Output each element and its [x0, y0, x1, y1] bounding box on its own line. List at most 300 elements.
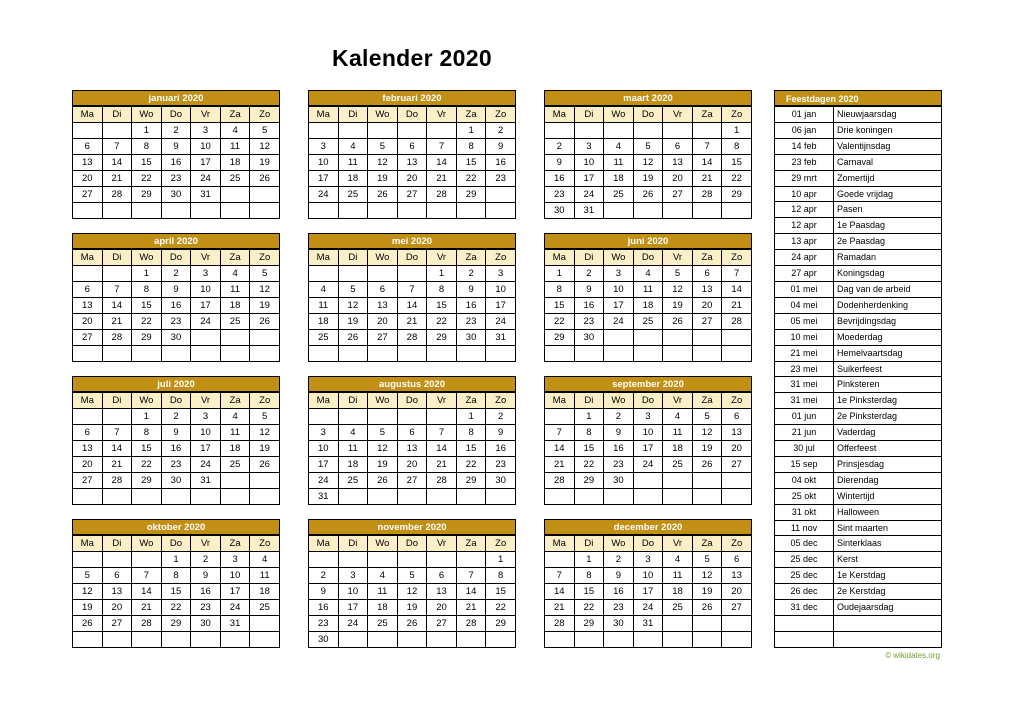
day-cell: 7	[545, 425, 575, 441]
day-cell: 28	[545, 473, 575, 489]
day-cell	[692, 203, 722, 219]
day-cell	[338, 409, 368, 425]
day-cell: 5	[397, 568, 427, 584]
day-cell	[663, 616, 693, 632]
day-cell: 10	[191, 282, 221, 298]
day-cell: 15	[486, 584, 516, 600]
holiday-date: 24 apr	[775, 250, 834, 266]
holiday-row	[775, 441, 942, 457]
day-cell: 26	[633, 187, 663, 203]
month-table	[72, 249, 280, 362]
day-cell: 7	[722, 266, 752, 282]
day-cell: 13	[397, 441, 427, 457]
day-cell: 1	[427, 266, 457, 282]
day-cell: 20	[722, 584, 752, 600]
day-cell	[722, 489, 752, 505]
day-cell: 20	[73, 457, 103, 473]
day-cell: 22	[132, 314, 162, 330]
day-cell: 14	[456, 584, 486, 600]
day-cell	[73, 203, 103, 219]
day-cell: 13	[663, 155, 693, 171]
day-cell: 13	[368, 298, 398, 314]
day-cell: 27	[692, 314, 722, 330]
day-cell: 27	[397, 473, 427, 489]
day-cell: 17	[338, 600, 368, 616]
day-cell: 22	[486, 600, 516, 616]
week-row	[73, 600, 280, 616]
weekday-header: Ma	[73, 536, 103, 552]
weekday-header: Di	[338, 250, 368, 266]
month-table	[308, 535, 516, 648]
holiday-date: 25 dec	[775, 568, 834, 584]
weekday-header: Wo	[604, 536, 634, 552]
week-row	[545, 187, 752, 203]
day-cell: 8	[161, 568, 191, 584]
day-cell	[397, 123, 427, 139]
day-cell	[722, 203, 752, 219]
day-cell: 15	[456, 155, 486, 171]
holiday-row	[775, 329, 942, 345]
day-cell	[191, 330, 221, 346]
weekday-header: Zo	[722, 393, 752, 409]
day-cell	[427, 489, 457, 505]
day-cell: 27	[397, 187, 427, 203]
day-cell: 31	[191, 187, 221, 203]
day-cell: 5	[368, 139, 398, 155]
day-cell: 15	[161, 584, 191, 600]
day-cell: 13	[722, 568, 752, 584]
day-cell: 9	[604, 568, 634, 584]
day-cell: 19	[692, 441, 722, 457]
weekday-header: Vr	[427, 536, 457, 552]
day-cell: 19	[368, 171, 398, 187]
weekday-header: Wo	[368, 250, 398, 266]
day-cell: 2	[604, 552, 634, 568]
weekday-header-row	[309, 393, 516, 409]
day-cell	[102, 123, 132, 139]
day-cell: 1	[456, 409, 486, 425]
day-cell: 28	[102, 473, 132, 489]
day-cell: 25	[220, 314, 250, 330]
holiday-row	[775, 297, 942, 313]
day-cell: 27	[102, 616, 132, 632]
day-cell: 21	[722, 298, 752, 314]
holiday-name: 1e Paasdag	[834, 218, 942, 234]
holiday-row	[775, 234, 942, 250]
month-title: september 2020	[544, 376, 752, 392]
day-cell: 30	[161, 330, 191, 346]
day-cell: 6	[102, 568, 132, 584]
day-cell	[397, 552, 427, 568]
week-row	[545, 298, 752, 314]
day-cell: 25	[604, 187, 634, 203]
week-row	[73, 266, 280, 282]
day-cell: 4	[338, 425, 368, 441]
day-cell: 5	[250, 266, 280, 282]
day-cell: 25	[250, 600, 280, 616]
day-cell: 23	[309, 616, 339, 632]
day-cell: 24	[338, 616, 368, 632]
day-cell: 18	[220, 298, 250, 314]
holiday-name: Nieuwjaarsdag	[834, 107, 942, 123]
day-cell: 23	[574, 314, 604, 330]
weekday-header: Do	[633, 250, 663, 266]
day-cell: 1	[722, 123, 752, 139]
holiday-date: 04 okt	[775, 472, 834, 488]
day-cell: 2	[486, 409, 516, 425]
day-cell: 13	[73, 155, 103, 171]
day-cell	[545, 123, 575, 139]
day-cell	[397, 632, 427, 648]
day-cell: 19	[633, 171, 663, 187]
weekday-header-row	[309, 107, 516, 123]
day-cell	[604, 489, 634, 505]
day-cell	[250, 187, 280, 203]
day-cell: 6	[73, 139, 103, 155]
day-cell: 22	[132, 457, 162, 473]
weekday-header: Za	[692, 393, 722, 409]
weekday-header: Zo	[722, 107, 752, 123]
day-cell: 31	[574, 203, 604, 219]
day-cell	[73, 489, 103, 505]
holiday-row	[775, 122, 942, 138]
day-cell	[309, 346, 339, 362]
week-row	[73, 139, 280, 155]
day-cell: 24	[191, 171, 221, 187]
weekday-header-row	[73, 393, 280, 409]
holiday-name: Moederdag	[834, 329, 942, 345]
day-cell: 2	[309, 568, 339, 584]
day-cell: 22	[456, 457, 486, 473]
week-row	[309, 203, 516, 219]
holiday-row	[775, 409, 942, 425]
month-table	[72, 392, 280, 505]
day-cell: 12	[250, 139, 280, 155]
weekday-header: Za	[220, 107, 250, 123]
day-cell	[574, 489, 604, 505]
day-cell: 17	[574, 171, 604, 187]
day-cell: 3	[309, 425, 339, 441]
day-cell: 4	[368, 568, 398, 584]
day-cell: 1	[132, 266, 162, 282]
weekday-header: Do	[161, 250, 191, 266]
day-cell: 18	[220, 155, 250, 171]
day-cell: 14	[427, 441, 457, 457]
day-cell: 17	[191, 155, 221, 171]
day-cell	[545, 409, 575, 425]
day-cell: 24	[604, 314, 634, 330]
day-cell: 24	[486, 314, 516, 330]
day-cell: 23	[191, 600, 221, 616]
day-cell: 21	[102, 314, 132, 330]
week-row	[73, 425, 280, 441]
day-cell: 11	[338, 441, 368, 457]
day-cell: 31	[486, 330, 516, 346]
week-row	[309, 282, 516, 298]
week-row	[73, 314, 280, 330]
day-cell: 14	[102, 155, 132, 171]
week-row	[545, 600, 752, 616]
week-row	[545, 632, 752, 648]
week-row	[73, 171, 280, 187]
day-cell: 16	[161, 155, 191, 171]
day-cell	[722, 473, 752, 489]
day-cell	[427, 346, 457, 362]
week-row	[73, 441, 280, 457]
day-cell	[722, 346, 752, 362]
day-cell	[633, 473, 663, 489]
day-cell: 26	[692, 600, 722, 616]
day-cell: 29	[545, 330, 575, 346]
week-row	[309, 171, 516, 187]
day-cell: 18	[633, 298, 663, 314]
day-cell: 9	[486, 425, 516, 441]
day-cell: 6	[722, 409, 752, 425]
holiday-name: Wintertijd	[834, 488, 942, 504]
day-cell: 14	[722, 282, 752, 298]
day-cell: 11	[338, 155, 368, 171]
holiday-date: 31 mei	[775, 377, 834, 393]
holiday-date	[775, 631, 834, 647]
day-cell: 27	[73, 473, 103, 489]
day-cell: 26	[250, 171, 280, 187]
day-cell	[191, 346, 221, 362]
weekday-header: Ma	[309, 536, 339, 552]
holiday-name: Pinksteren	[834, 377, 942, 393]
day-cell: 29	[486, 616, 516, 632]
day-cell: 15	[132, 298, 162, 314]
month-3	[72, 233, 280, 362]
day-cell: 20	[663, 171, 693, 187]
weekday-header: Do	[633, 536, 663, 552]
day-cell	[73, 123, 103, 139]
weekday-header: Ma	[545, 536, 575, 552]
day-cell: 9	[456, 282, 486, 298]
weekday-header-row	[545, 536, 752, 552]
holiday-name: 2e Kerstdag	[834, 584, 942, 600]
day-cell: 17	[309, 457, 339, 473]
day-cell: 8	[574, 568, 604, 584]
day-cell	[309, 266, 339, 282]
day-cell: 26	[692, 457, 722, 473]
day-cell	[456, 489, 486, 505]
day-cell: 19	[73, 600, 103, 616]
day-cell: 5	[338, 282, 368, 298]
holiday-row	[775, 218, 942, 234]
holiday-date: 13 apr	[775, 234, 834, 250]
day-cell: 3	[338, 568, 368, 584]
day-cell: 8	[427, 282, 457, 298]
day-cell: 18	[338, 457, 368, 473]
day-cell: 12	[250, 425, 280, 441]
day-cell	[73, 552, 103, 568]
day-cell: 3	[191, 266, 221, 282]
day-cell: 3	[191, 409, 221, 425]
week-row	[309, 489, 516, 505]
weekday-header-row	[309, 536, 516, 552]
month-table	[308, 249, 516, 362]
day-cell: 14	[397, 298, 427, 314]
day-cell: 21	[692, 171, 722, 187]
day-cell: 2	[161, 409, 191, 425]
weekday-header: Zo	[722, 536, 752, 552]
day-cell: 13	[397, 155, 427, 171]
week-row	[73, 155, 280, 171]
day-cell	[161, 632, 191, 648]
weekday-header: Za	[456, 536, 486, 552]
day-cell: 19	[397, 600, 427, 616]
day-cell	[338, 123, 368, 139]
week-row	[545, 139, 752, 155]
day-cell: 20	[368, 314, 398, 330]
day-cell	[722, 632, 752, 648]
weekday-header: Do	[633, 107, 663, 123]
day-cell	[486, 489, 516, 505]
day-cell: 15	[456, 441, 486, 457]
holiday-date: 27 apr	[775, 266, 834, 282]
holiday-date: 15 sep	[775, 456, 834, 472]
holiday-row	[775, 250, 942, 266]
day-cell: 28	[427, 473, 457, 489]
day-cell	[692, 632, 722, 648]
week-row	[545, 568, 752, 584]
day-cell: 9	[486, 139, 516, 155]
holiday-row	[775, 154, 942, 170]
holiday-date: 05 mei	[775, 313, 834, 329]
week-row	[73, 457, 280, 473]
day-cell: 11	[220, 425, 250, 441]
day-cell: 31	[220, 616, 250, 632]
day-cell: 21	[102, 457, 132, 473]
month-title: oktober 2020	[72, 519, 280, 535]
day-cell	[427, 123, 457, 139]
day-cell: 9	[309, 584, 339, 600]
day-cell: 6	[722, 552, 752, 568]
holiday-row	[775, 186, 942, 202]
day-cell: 19	[663, 298, 693, 314]
day-cell	[604, 632, 634, 648]
day-cell: 26	[663, 314, 693, 330]
day-cell	[663, 123, 693, 139]
holiday-name: Kerst	[834, 552, 942, 568]
holiday-name: Ramadan	[834, 250, 942, 266]
weekday-header-row	[73, 536, 280, 552]
day-cell: 10	[191, 139, 221, 155]
day-cell: 7	[692, 139, 722, 155]
day-cell	[427, 552, 457, 568]
day-cell: 29	[132, 330, 162, 346]
day-cell: 21	[102, 171, 132, 187]
day-cell: 19	[368, 457, 398, 473]
day-cell: 28	[102, 187, 132, 203]
holiday-date: 05 dec	[775, 536, 834, 552]
day-cell: 27	[73, 187, 103, 203]
holiday-date: 31 dec	[775, 600, 834, 616]
day-cell: 28	[545, 616, 575, 632]
day-cell	[397, 266, 427, 282]
day-cell: 16	[309, 600, 339, 616]
day-cell	[692, 346, 722, 362]
week-row	[545, 346, 752, 362]
week-row	[309, 266, 516, 282]
month-table	[544, 249, 752, 362]
holiday-name: Dierendag	[834, 472, 942, 488]
day-cell: 9	[604, 425, 634, 441]
holiday-name: Suikerfeest	[834, 361, 942, 377]
day-cell	[456, 346, 486, 362]
month-table	[544, 535, 752, 648]
week-row	[73, 552, 280, 568]
weekday-header: Ma	[309, 393, 339, 409]
day-cell	[722, 330, 752, 346]
day-cell	[692, 123, 722, 139]
weekday-header: Zo	[486, 107, 516, 123]
weekday-header: Vr	[427, 107, 457, 123]
day-cell: 29	[456, 473, 486, 489]
holiday-name: 2e Pinksterdag	[834, 409, 942, 425]
holiday-row	[775, 584, 942, 600]
day-cell: 29	[132, 187, 162, 203]
page-title: Kalender 2020	[332, 45, 492, 71]
week-row	[545, 266, 752, 282]
day-cell: 30	[574, 330, 604, 346]
day-cell: 20	[722, 441, 752, 457]
holiday-date: 10 apr	[775, 186, 834, 202]
day-cell: 27	[368, 330, 398, 346]
day-cell: 18	[368, 600, 398, 616]
holiday-name	[834, 616, 942, 632]
day-cell: 20	[397, 171, 427, 187]
day-cell: 12	[633, 155, 663, 171]
day-cell: 10	[633, 568, 663, 584]
week-row	[309, 616, 516, 632]
holiday-row	[775, 377, 942, 393]
day-cell	[250, 346, 280, 362]
holiday-name: Bevrijdingsdag	[834, 313, 942, 329]
day-cell	[250, 330, 280, 346]
day-cell: 20	[102, 600, 132, 616]
weekday-header: Ma	[545, 250, 575, 266]
holiday-name: 1e Kerstdag	[834, 568, 942, 584]
day-cell	[250, 489, 280, 505]
day-cell: 6	[73, 425, 103, 441]
day-cell: 24	[574, 187, 604, 203]
day-cell	[368, 409, 398, 425]
day-cell: 3	[309, 139, 339, 155]
day-cell	[132, 203, 162, 219]
day-cell	[220, 473, 250, 489]
day-cell	[397, 203, 427, 219]
holiday-row	[775, 488, 942, 504]
day-cell: 23	[545, 187, 575, 203]
day-cell: 30	[604, 616, 634, 632]
day-cell: 21	[456, 600, 486, 616]
day-cell: 10	[633, 425, 663, 441]
week-row	[73, 330, 280, 346]
day-cell: 25	[633, 314, 663, 330]
day-cell: 19	[338, 314, 368, 330]
day-cell	[604, 123, 634, 139]
month-title: december 2020	[544, 519, 752, 535]
day-cell: 2	[486, 123, 516, 139]
day-cell: 16	[604, 584, 634, 600]
day-cell: 16	[574, 298, 604, 314]
holiday-date: 26 dec	[775, 584, 834, 600]
weekday-header: Wo	[368, 536, 398, 552]
month-title: mei 2020	[308, 233, 516, 249]
week-row	[309, 409, 516, 425]
holiday-name: Sinterklaas	[834, 536, 942, 552]
